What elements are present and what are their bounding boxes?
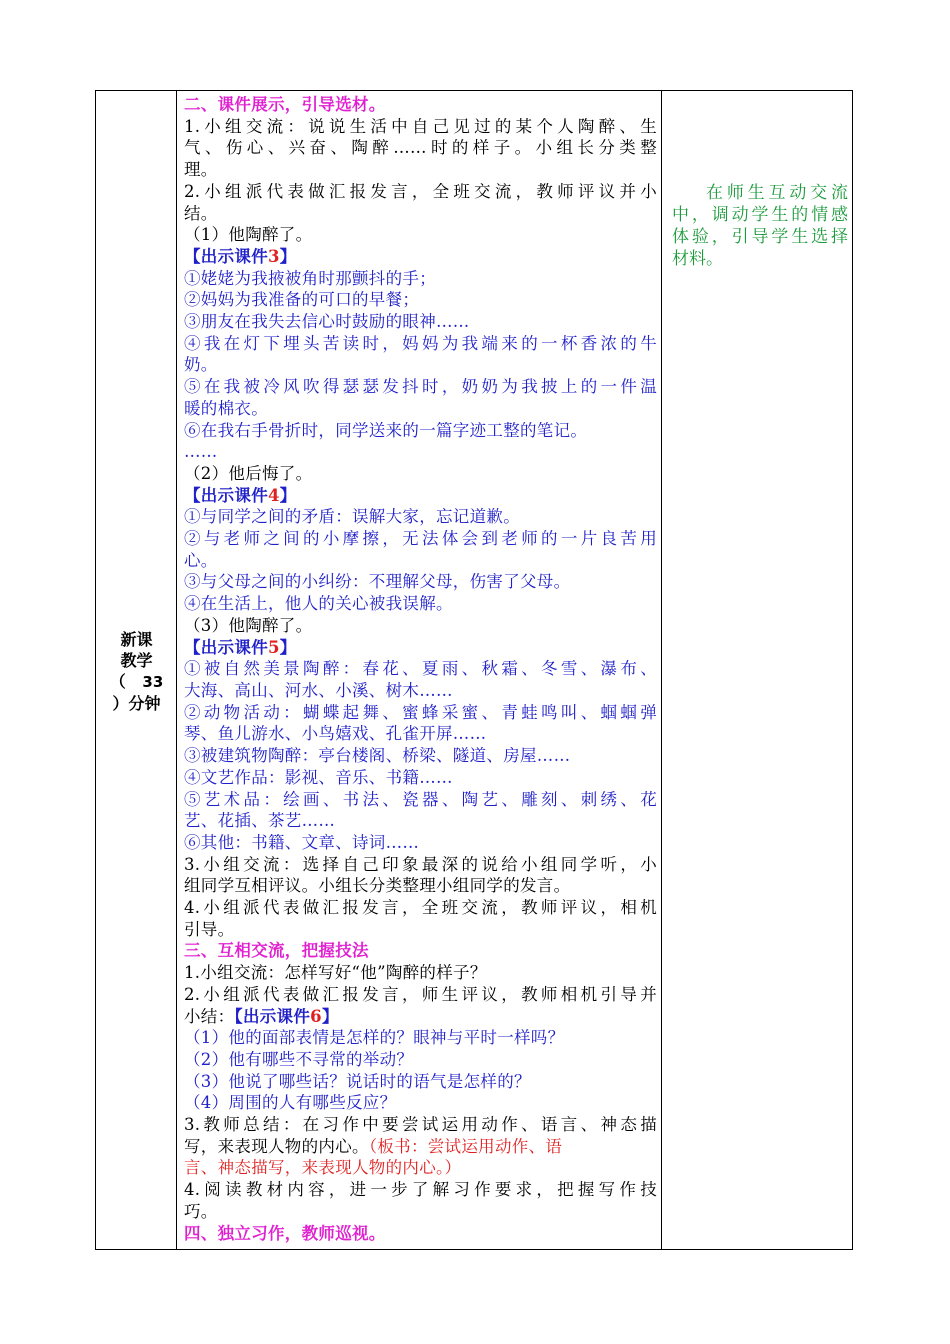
text-line: 结。	[184, 203, 218, 223]
section-column	[96, 91, 177, 1249]
sub-heading: （1）他陶醉了。	[184, 225, 313, 245]
list-item: ③朋友在我失去信心时鼓励的眼神……	[184, 312, 470, 332]
question-item: （3）他说了哪些话？说话时的语气是怎样的？	[184, 1071, 531, 1091]
list-item: ④文艺作品：影视、音乐、书籍……	[184, 767, 453, 787]
question-item: （2）他有哪些不寻常的举动？	[184, 1049, 414, 1069]
list-item: ②动物活动：蝴蝶起舞、蜜蜂采蜜、青蛙鸣叫、蝈蝈弹	[184, 702, 657, 722]
text-line: 2.小组派代表做汇报发言，全班交流，教师评议并小	[184, 181, 657, 201]
text-line: 4.小组派代表做汇报发言，全班交流，教师评议，相机	[184, 898, 657, 918]
list-item: ③与父母之间的小纠纷：不理解父母，伤害了父母。	[184, 572, 571, 592]
list-item: ①被自然美景陶醉：春花、夏雨、秋霜、冬雪、瀑布、	[184, 659, 657, 679]
text-line: 组同学互相评议。小组长分类整理小组同学的发言。	[184, 876, 571, 896]
courseware-tag-5: 【出示课件5】	[184, 637, 297, 657]
list-item: 奶。	[184, 355, 218, 375]
list-item: ⑥其他：书籍、文章、诗词……	[184, 832, 420, 852]
heading-step-3: 三、互相交流，把握技法	[184, 941, 369, 961]
section-label: 新课 教学 （ 33 ）分钟	[109, 630, 164, 713]
text-line: 3.小组交流：选择自己印象最深的说给小组同学听，小	[184, 854, 657, 874]
list-item: ④在生活上，他人的关心被我误解。	[184, 594, 453, 614]
blackboard-note: 言、神态描写，来表现人物的内心。）	[184, 1158, 462, 1178]
text-line: 小结：【出示课件6】	[184, 1006, 339, 1026]
design-intent-column	[662, 91, 851, 1249]
list-item: ……	[184, 442, 218, 462]
text-line: 气、伤心、兴奋、陶醉……时的样子。小组长分类整	[184, 138, 657, 158]
text-line: 1.小组交流：说说生活中自己见过的某个人陶醉、生	[184, 116, 657, 136]
question-item: （1）他的面部表情是怎样的？眼神与平时一样吗？	[184, 1028, 565, 1048]
heading-step-4: 四、独立习作，教师巡视。	[184, 1223, 386, 1243]
text-line: 3.教师总结：在习作中要尝试运用动作、语言、神态描	[184, 1115, 657, 1135]
courseware-tag-6: 【出示课件6】	[234, 1006, 339, 1026]
blackboard-note: （板书：尝试运用动作、语	[368, 1136, 563, 1156]
list-item: ④我在灯下埋头苦读时，妈妈为我端来的一杯香浓的牛	[184, 333, 657, 353]
list-item: 大海、高山、河水、小溪、树木……	[184, 680, 453, 700]
list-item: 琴、鱼儿游水、小鸟嬉戏、孔雀开屏……	[184, 724, 487, 744]
list-item: ①与同学之间的矛盾：误解大家，忘记道歉。	[184, 507, 520, 527]
design-intent-note: 在师生互动交流 中，调动学生的情感 体验，引导学生选择 材料。	[672, 183, 848, 269]
heading-step-2: 二、课件展示，引导选材。	[184, 95, 386, 114]
text-line: 4.阅读教材内容，进一步了解习作要求，把握写作技	[184, 1180, 657, 1200]
text-line: 巧。	[184, 1201, 218, 1221]
list-item: ⑤在我被冷风吹得瑟瑟发抖时，奶奶为我披上的一件温	[184, 377, 657, 397]
list-item: 心。	[184, 550, 218, 570]
list-item: ⑤艺术品：绘画、书法、瓷器、陶艺、雕刻、刺绣、花	[184, 789, 657, 809]
list-item: ②妈妈为我准备的可口的早餐；	[184, 290, 420, 310]
courseware-tag-3: 【出示课件3】	[184, 246, 297, 266]
text-line: 写，来表现人物的内心。（板书：尝试运用动作、语	[184, 1136, 563, 1156]
list-item: ⑥在我右手骨折时，同学送来的一篇字迹工整的笔记。	[184, 420, 588, 440]
text-line: 1.小组交流：怎样写好“他”陶醉的样子？	[184, 963, 487, 983]
lesson-plan-table	[95, 90, 853, 1250]
list-item: ②与老师之间的小摩擦，无法体会到老师的一片良苦用	[184, 529, 657, 549]
courseware-tag-4: 【出示课件4】	[184, 485, 297, 505]
teaching-content	[177, 91, 662, 1249]
list-item: ①姥姥为我掖被角时那颤抖的手；	[184, 268, 436, 288]
text-line: 2.小组派代表做汇报发言，师生评议，教师相机引导并	[184, 984, 657, 1004]
list-item: 艺、花插、茶艺……	[184, 811, 336, 831]
text-line: 理。	[184, 160, 218, 180]
list-item: ③被建筑物陶醉：亭台楼阁、桥梁、隧道、房屋……	[184, 746, 571, 766]
sub-heading: （2）他后悔了。	[184, 463, 313, 483]
question-item: （4）周围的人有哪些反应？	[184, 1093, 397, 1113]
list-item: 暖的棉衣。	[184, 398, 268, 418]
sub-heading: （3）他陶醉了。	[184, 615, 313, 635]
text-line: 引导。	[184, 919, 235, 939]
